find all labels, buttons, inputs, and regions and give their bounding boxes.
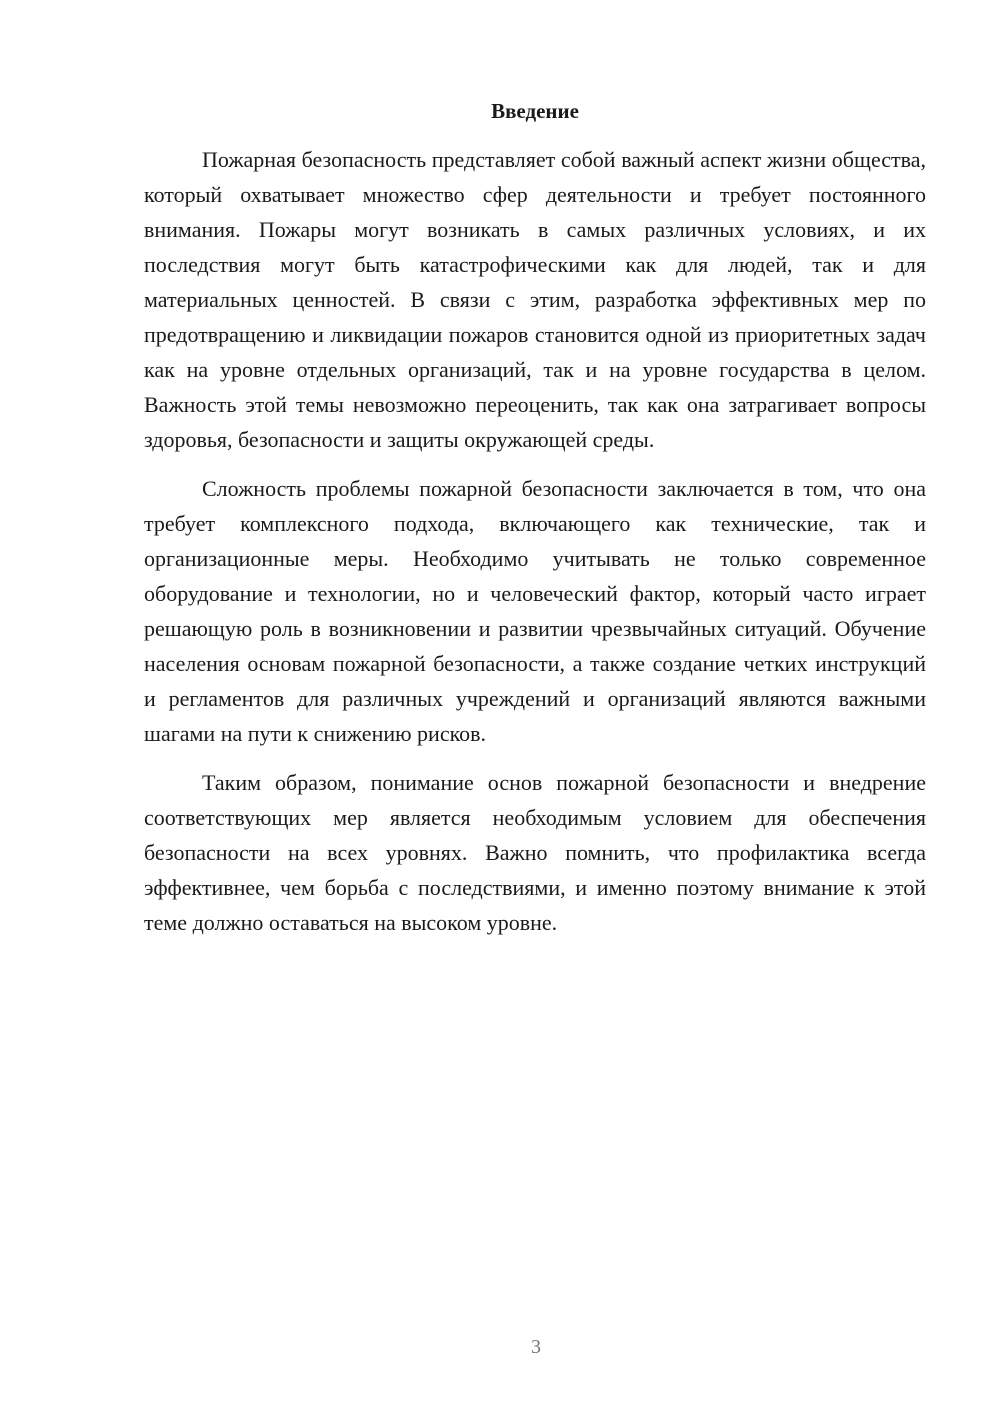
paragraph-1: Пожарная безопасность представляет собой важный аспект жизни общества, который охватывает множество сфер деятельности и требует постоянного внимания. Пожары могут возникать в самых различных условиях, и их последствия могут быть катастрофическими как для людей, так и для материальных ценностей. В связи с этим, разработка эффективных мер по предотвращению и ликвидации пожаров становится одной из приоритетных задач как на уровне отдельных организаций, так и на уровне государства в целом. Важность этой темы невозможно переоценить, так как она затрагивает вопросы здоровья, безопасности и защиты окружающей среды. (144, 147, 926, 452)
page-number: 3 (531, 1336, 541, 1358)
paragraph-2: Сложность проблемы пожарной безопасности заключается в том, что она требует комплексного подхода, включающего как технические, так и организационные меры. Необходимо учитывать не только современное оборудование и технологии, но и человеческий фактор, который часто играет решающую роль в возникновении и развитии чрезвычайных ситуаций. Обучение населения основам пожарной безопасности, а также создание четких инструкций и регламентов для различных учреждений и организаций являются важными шагами на пути к снижению рисков. (144, 476, 926, 746)
paragraph-3: Таким образом, понимание основ пожарной безопасности и внедрение соответствующих мер является необходимым условием для обеспечения безопасности на всех уровнях. Важно помнить, что профилактика всегда эффективнее, чем борьба с последствиями, и именно поэтому внимание к этой теме должно оставаться на высоком уровне. (144, 770, 926, 935)
page-title: Введение (491, 99, 579, 123)
document-body (144, 142, 926, 954)
